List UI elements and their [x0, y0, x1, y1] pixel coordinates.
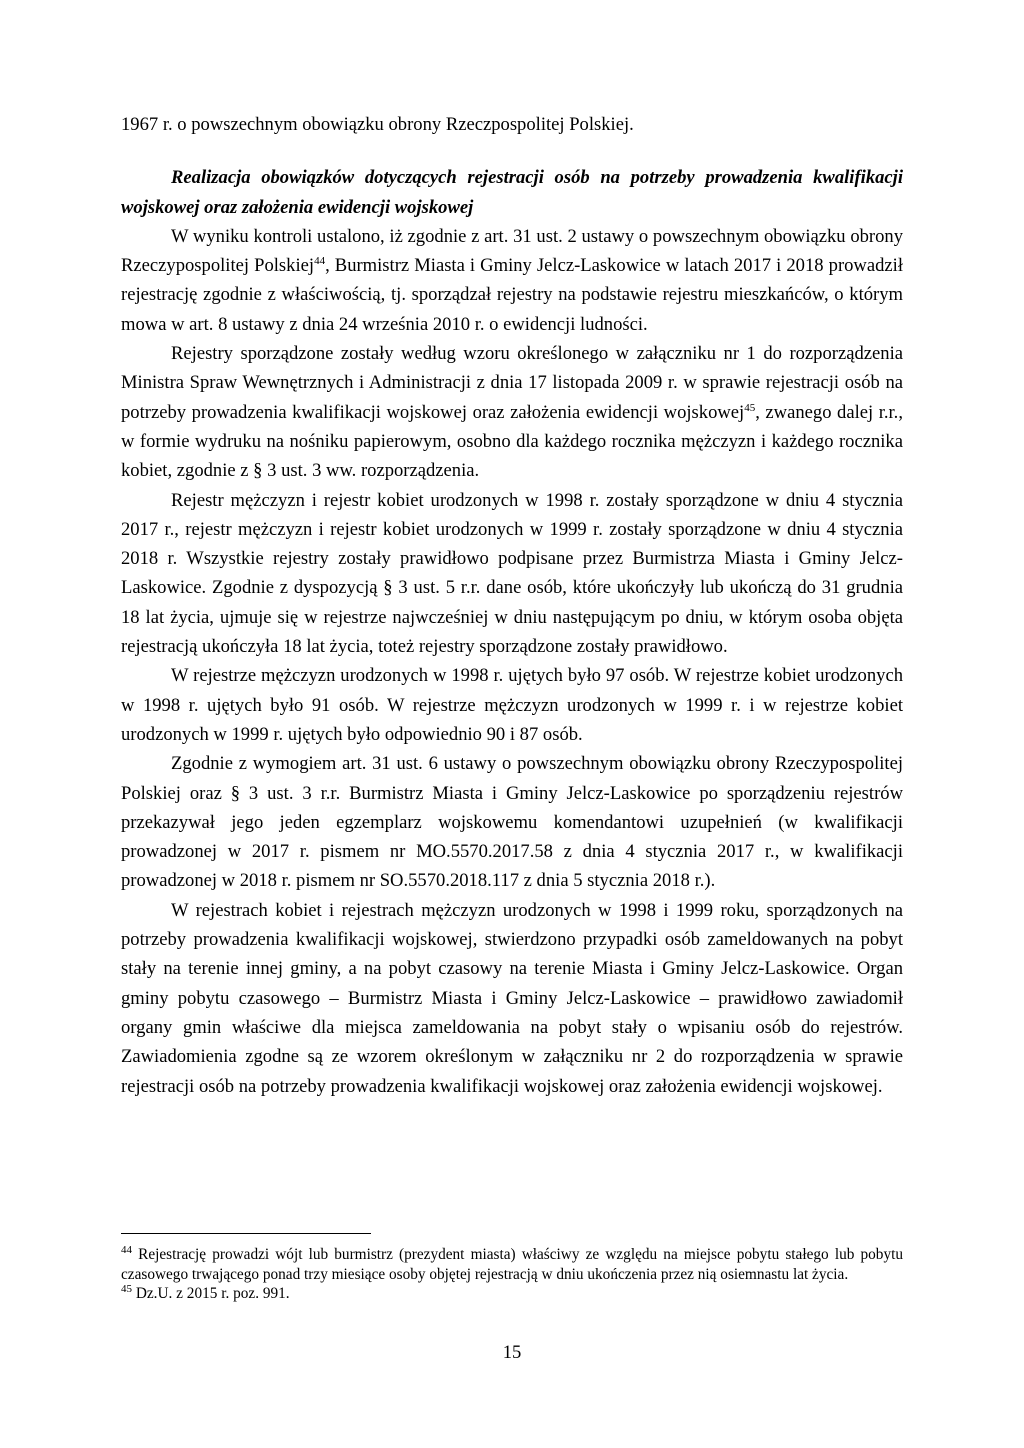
paragraph-1-text-a: W wyniku kontroli ustalono, iż zgodnie z art. 31 ust. 2 ustawy o powszechnym obowiązku obrony Rzeczypospolitej Polskiej: [121, 225, 903, 277]
paragraph-1-text-b: , Burmistrz Miasta i Gminy Jelcz-Laskowice w latach 2017 i 2018 prowadził rejestrację zgodnie z właściwością, tj. sporządzał rejestry na podstawie rejestru mieszkańców, o którym mowa w art. 8 ustawy z dnia 24 września 2010 r. o ewidencji ludności.: [121, 255, 903, 335]
paragraph-6: W rejestrach kobiet i rejestrach mężczyzn urodzonych w 1998 i 1999 roku, sporządzonych na potrzeby prowadzenia kwalifikacji wojskowej, stwierdzono przypadki osób zameldowanych na pobyt stały na terenie innej gminy, a na pobyt czasowy na terenie Miasta i Gminy Jelcz-Laskowice. Organ gminy pobytu czasowego – Burmistrz Miasta i Gminy Jelcz-Laskowice – prawidłowo zawiadomił organy gmin właściwe dla miejsca zameldowania na pobyt stały o wpisaniu osób do rejestrów. Zawiadomienia zgodne są ze wzorem określonym w załączniku nr 2 do rozporządzenia w sprawie rejestracji osób na potrzeby prowadzenia kwalifikacji wojskowej oraz założenia ewidencji wojskowej.: [121, 899, 903, 1097]
paragraph-2-text-a: Rejestry sporządzone zostały według wzoru określonego w załączniku nr 1 do rozporządzenia Ministra Spraw Wewnętrznych i Administracji z dnia 17 listopada 2009 r. w sprawie rejestracji osób na potrzeby prowadzenia kwalifikacji wojskowej oraz założenia ewidencji wojskowej: [121, 343, 903, 423]
lead-line: 1967 r. o powszechnym obowiązku obrony Rzeczpospolitej Polskiej.: [121, 114, 634, 135]
paragraph-2-text-b: , zwanego dalej r.r., w formie wydruku na nośniku papierowym, osobno dla każdego rocznika mężczyzn i każdego rocznika kobiet, zgodnie z § 3 ust. 3 ww. rozporządzenia.: [121, 401, 903, 482]
footnote-reference-45: 45: [744, 401, 756, 414]
document-body: [121, 110, 903, 1101]
footnote-number: 45: [121, 1282, 132, 1295]
paragraph-5: Zgodnie z wymogiem art. 31 ust. 6 ustawy o powszechnym obowiązku obrony Rzeczypospolitej Polskiej oraz § 3 ust. 3 r.r. Burmistrz Miasta i Gminy Jelcz-Laskowice po sporządzeniu rejestrów przekazywał jego jeden egzemplarz wojskowemu komendantowi uzupełnień (w kwalifikacji prowadzonej w 2017 r. pismem nr MO.5570.2017.58 z dnia 4 stycznia 2017 r., w kwalifikacji prowadzonej w 2018 r. pismem nr SO.5570.2018.117 z dnia 5 stycznia 2018 r.).: [121, 753, 903, 892]
section-heading: Realizacja obowiązków dotyczących rejestracji osób na potrzeby prowadzenia kwalifikacji wojskowej oraz założenia ewidencji wojskowej: [121, 167, 903, 218]
footnotes: [121, 1245, 903, 1304]
page-number: 15: [502, 1342, 522, 1363]
footnote-45: [121, 1284, 903, 1304]
footnote-text: Rejestrację prowadzi wójt lub burmistrz (prezydent miasta) właściwy ze względu na miejsce pobytu stałego lub pobytu czasowego trwającego ponad trzy miesiące osoby objętej rejestracją w dniu ukończenia przez nią osiemnastu lat życia.: [121, 1246, 903, 1283]
paragraph-2: [121, 339, 903, 485]
paragraph-4: W rejestrze mężczyzn urodzonych w 1998 r. ujętych było 97 osób. W rejestrze kobiet urodzonych w 1998 r. ujętych było 91 osób. W rejestrze mężczyzn urodzonych w 1999 r. i w rejestrze kobiet urodzonych w 1999 r. ujętych było odpowiednio 90 i 87 osób.: [121, 665, 903, 745]
paragraph-1: [121, 222, 903, 339]
footnote-reference-44: 44: [314, 255, 326, 267]
paragraph-3: Rejestr mężczyzn i rejestr kobiet urodzonych w 1998 r. zostały sporządzone w dniu 4 stycznia 2017 r., rejestr mężczyzn i rejestr kobiet urodzonych w 1999 r. zostały sporządzone w dniu 4 stycznia 2018 r. Wszystkie rejestry zostały prawidłowo podpisane przez Burmistrza Miasta i Gminy Jelcz-Laskowice. Zgodnie z dyspozycją § 3 ust. 5 r.r. dane osób, które ukończyły lub ukończą do 31 grudnia 18 lat życia, ujmuje się w rejestrze najwcześniej w dniu następującym po dniu, w którym osoba objęta rejestracją ukończyła 18 lat życia, toteż rejestry sporządzone zostały prawidłowo.: [121, 489, 903, 658]
footnote-number: 44: [121, 1243, 132, 1256]
document-page: [121, 110, 903, 1101]
footnote-text: Dz.U. z 2015 r. poz. 991.: [132, 1285, 290, 1302]
footnote-separator: [121, 1233, 371, 1234]
footnote-44: [121, 1245, 903, 1284]
